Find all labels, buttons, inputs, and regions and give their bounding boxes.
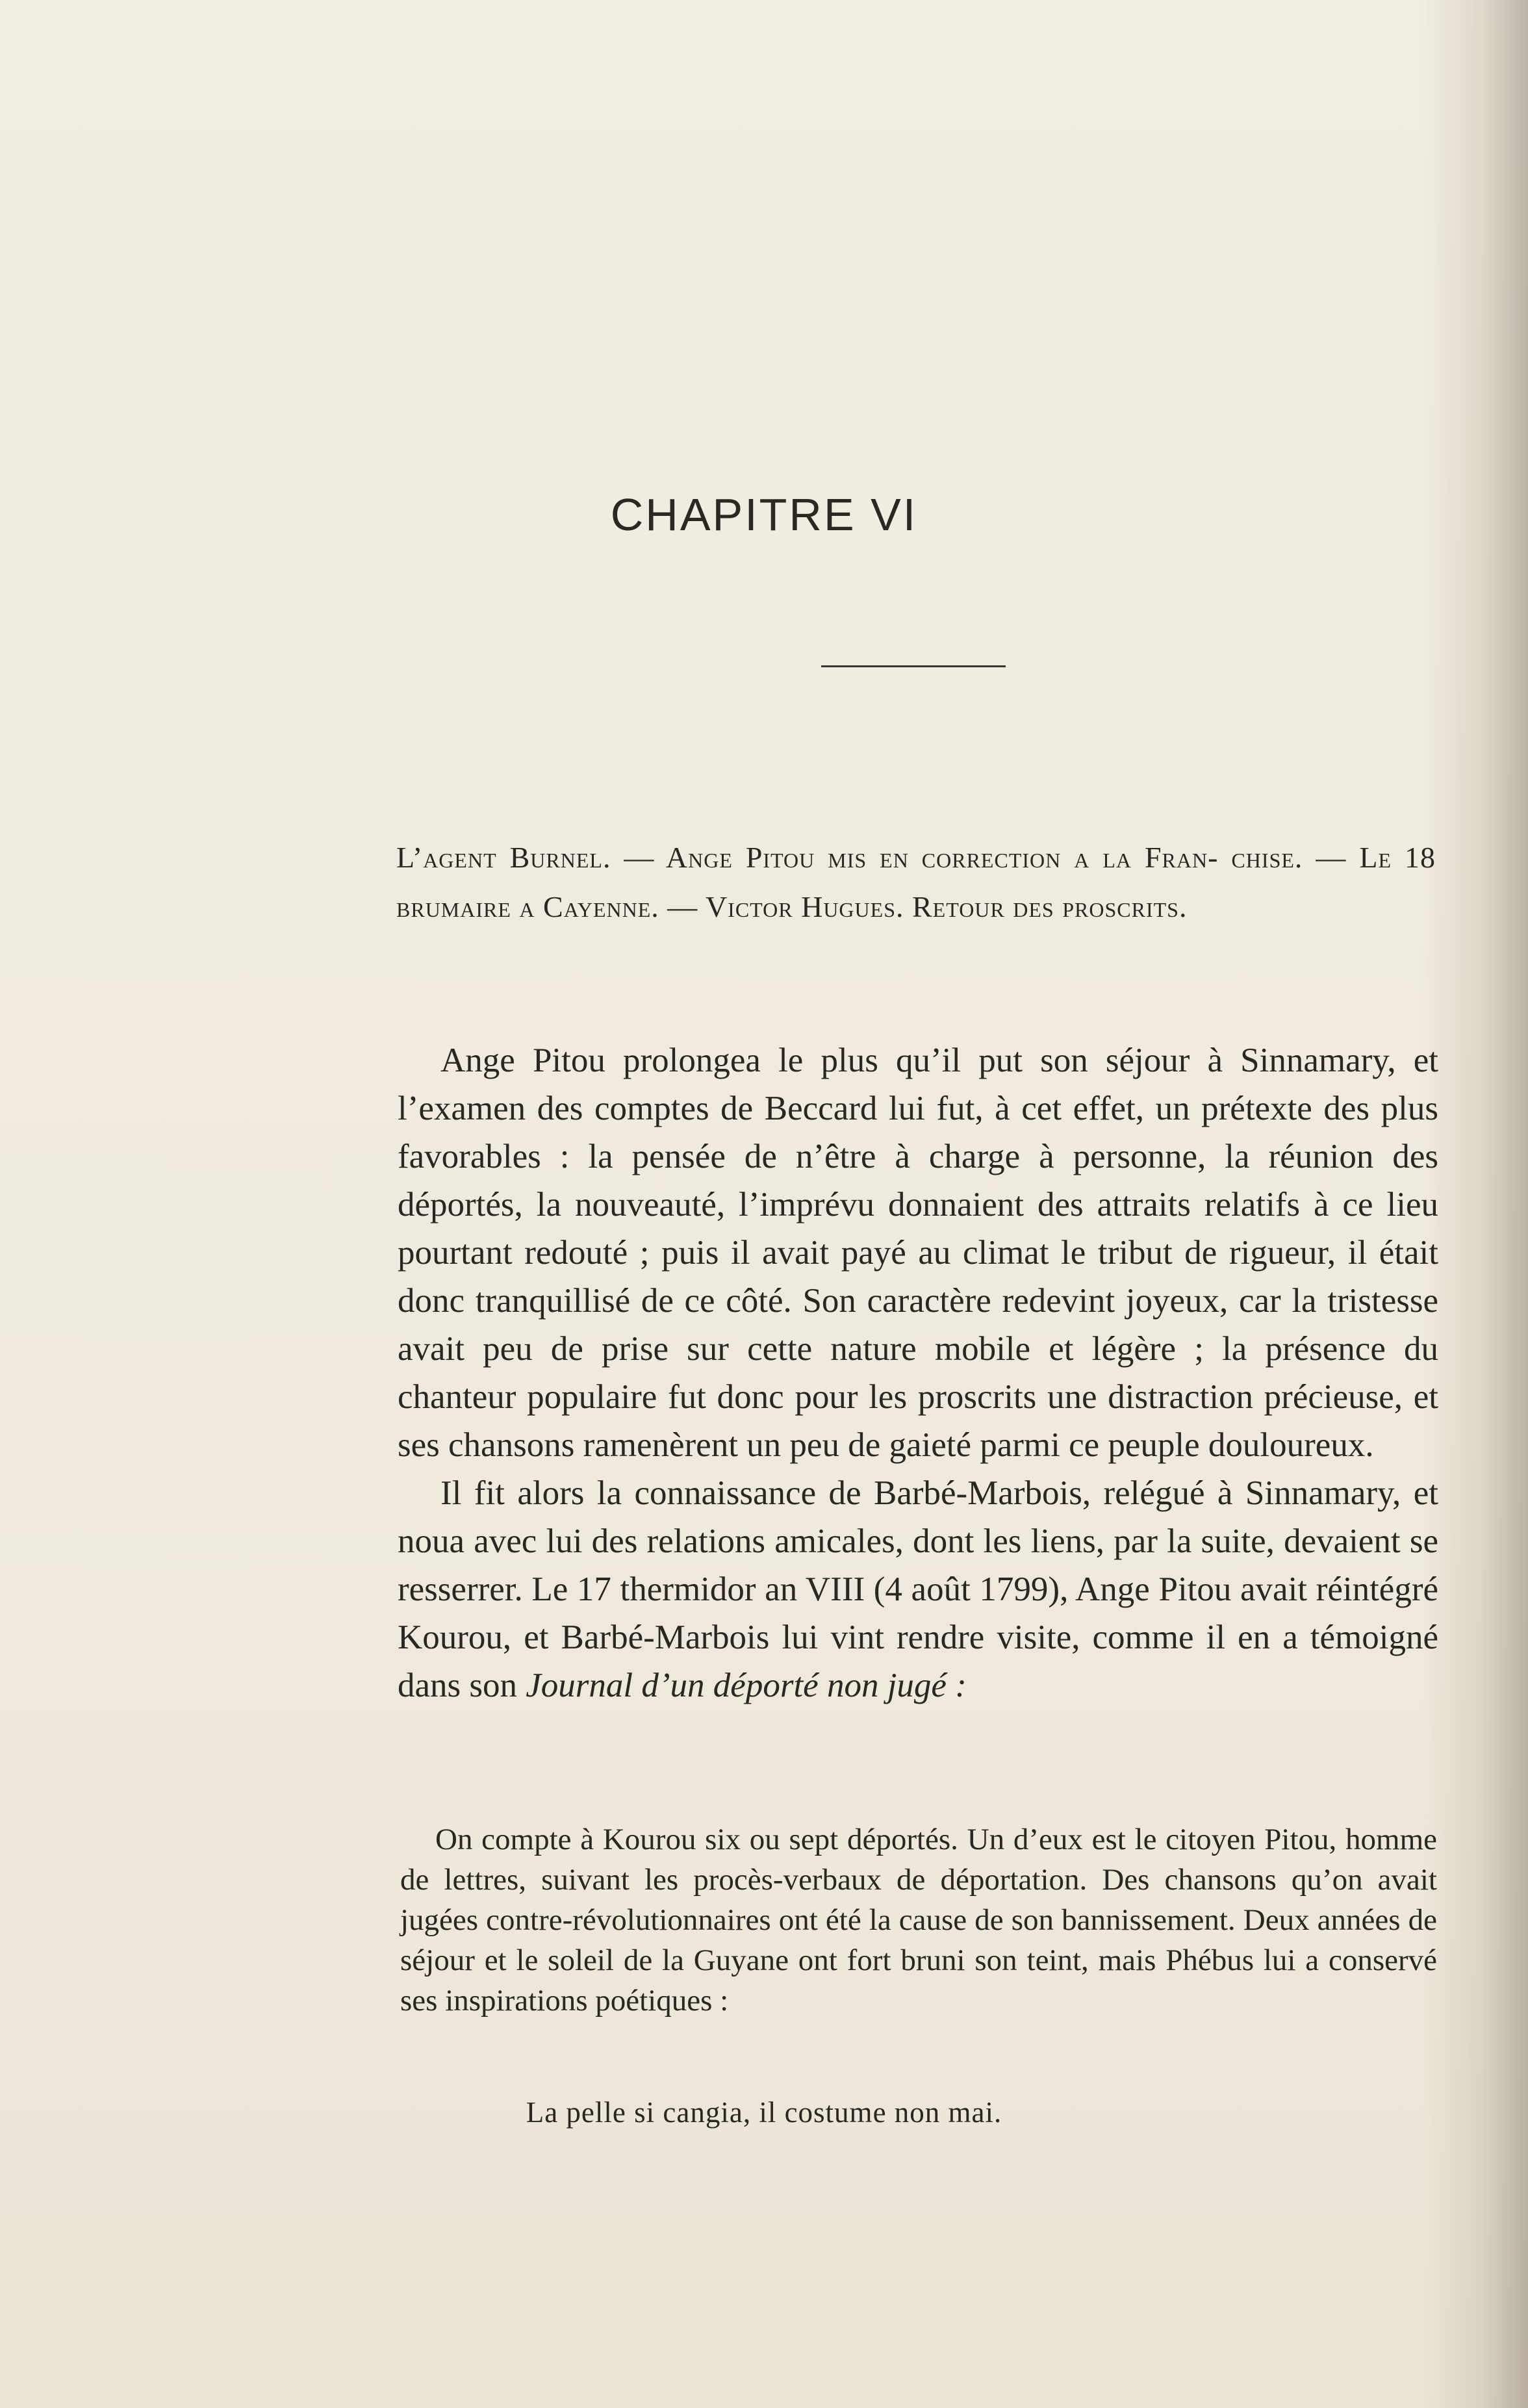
summary-line-1: L’agent Burnel. — Ange Pitou mis en correction a la Fran-	[396, 841, 1219, 874]
body-paragraph-2	[398, 1469, 1438, 1710]
title-divider-rule	[821, 665, 1006, 667]
journal-title: Journal d’un déporté non jugé :	[526, 1667, 967, 1704]
summary-line-2: chise. — Le 18 brumaire a Cayenne. — Victor Hugues.	[396, 841, 1436, 923]
body-paragraph-2-text: Il fit alors la connaissance de Barbé-Marbois, relégué à Sinnamary, et noua avec lui des relations amicales, dont les liens, par la suite, devaient se resserrer. Le 17 thermidor an VIII (4 août 1799), Ange Pitou avait réintégré Kourou, et Barbé-Marbois lui vint rendre visite, comme il en a témoigné dans son	[398, 1474, 1438, 1704]
block-quote	[400, 1819, 1437, 2021]
verse-line: La pelle si cangia, il costume non mai.	[526, 2096, 1002, 2129]
chapter-body	[398, 1036, 1438, 1710]
chapter-summary	[396, 833, 1436, 932]
summary-line-3: Retour des proscrits.	[912, 890, 1188, 923]
quote-paragraph: On compte à Kourou six ou sept déportés. Un d’eux est le citoyen Pitou, homme de lettres, suivant les procès-verbaux de déportation. Des chansons qu’on avait jugées contre-révolutionnaires ont été la cause de son bannissement. Deux années de séjour et le soleil de la Guyane ont fort bruni son teint, mais Phébus lui a conservé ses inspirations poétiques :	[400, 1823, 1437, 2017]
chapter-title: CHAPITRE VI	[610, 489, 918, 540]
body-paragraph-1: Ange Pitou prolongea le plus qu’il put son séjour à Sinnamary, et l’examen des comptes de Beccard lui fut, à cet effet, un prétexte des plus favorables : la pensée de n’être à charge à personne, la réunion des déportés, la nouveauté, l’imprévu donnaient des attraits relatifs à ce lieu pourtant redouté ; puis il avait payé au climat le tribut de rigueur, il était donc tranquillisé de ce côté. Son caractère redevint joyeux, car la tristesse avait peu de prise sur cette nature mobile et légère ; la présence du chanteur populaire fut donc pour les proscrits une distraction précieuse, et ses chansons ramenèrent un peu de gaieté parmi ce peuple douloureux.	[398, 1042, 1438, 1464]
